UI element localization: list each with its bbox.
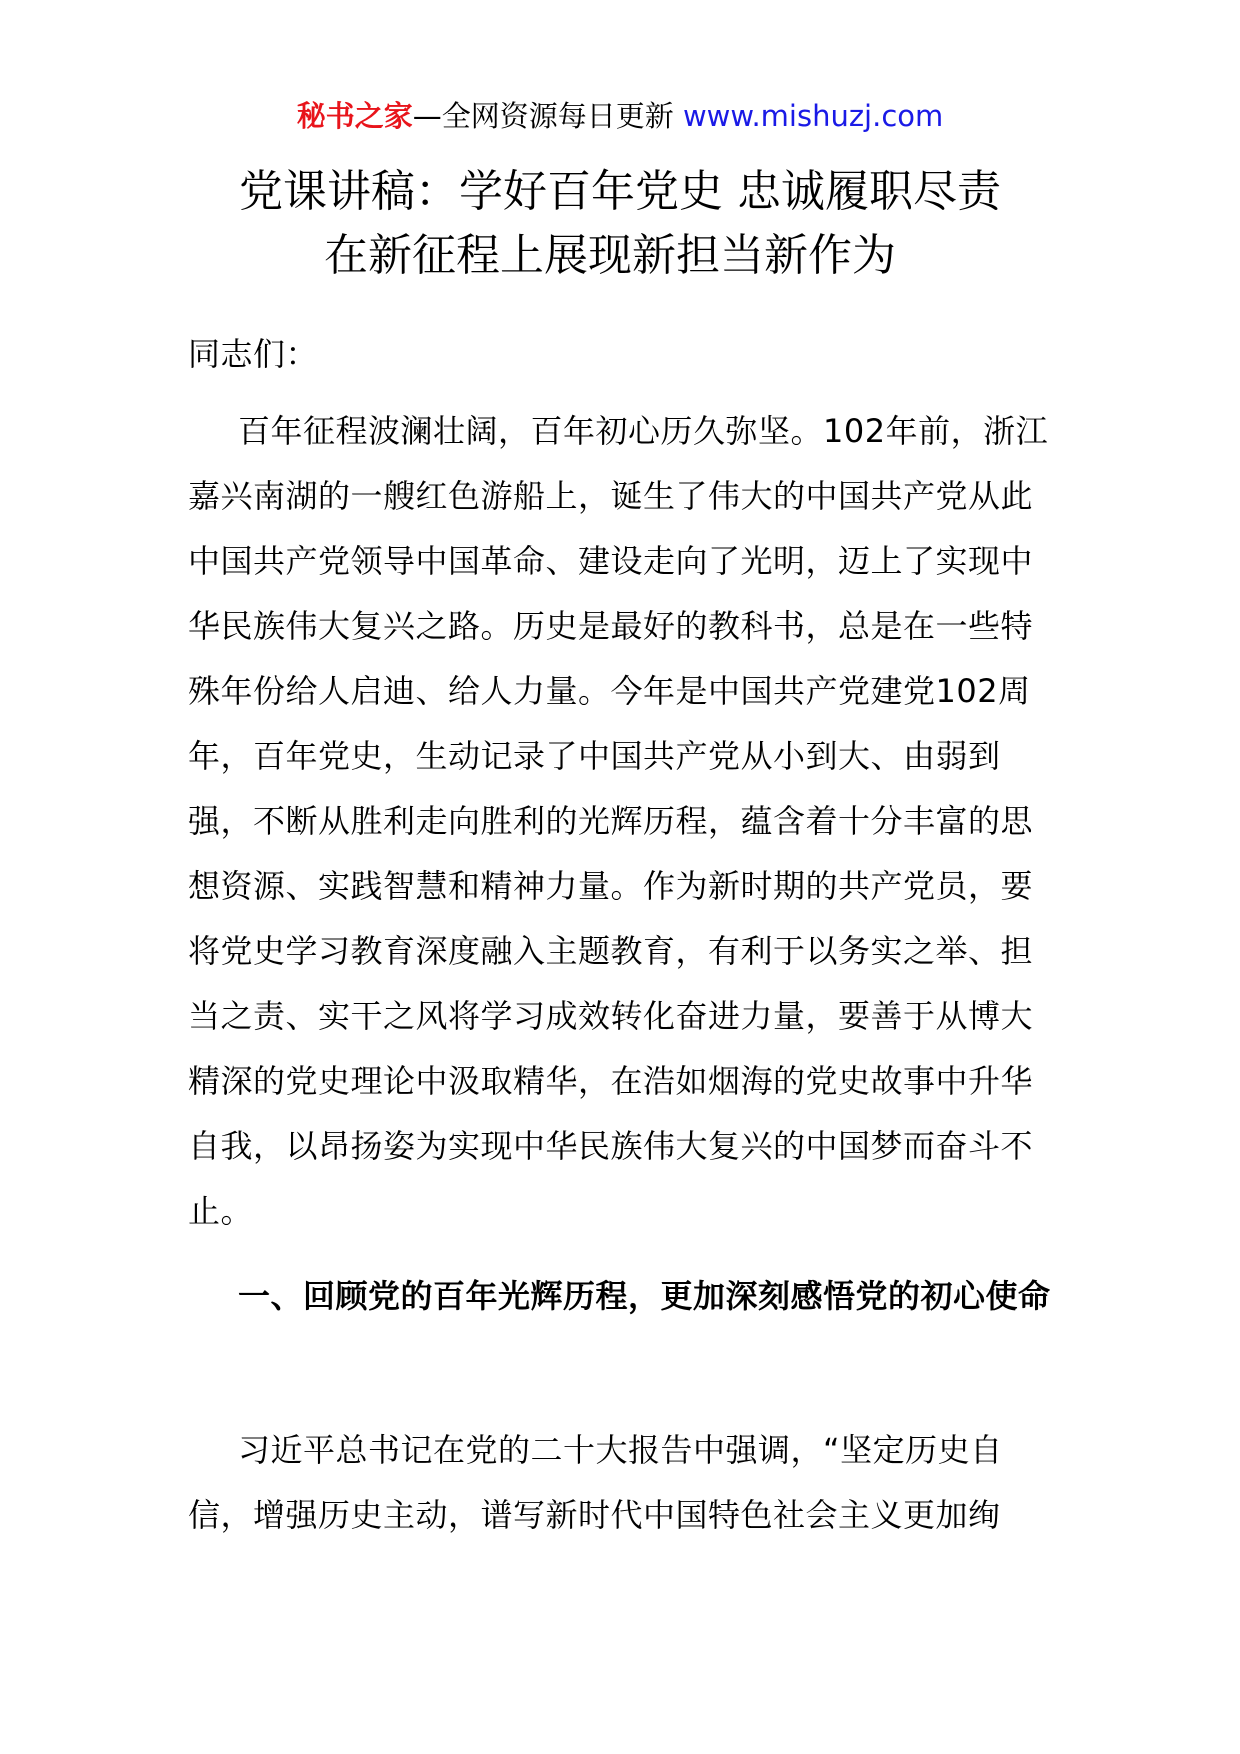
- body-paragraph-1: 百年征程波澜壮阔，百年初心历久弥坚。102年前，浙江嘉兴南湖的一艘红色游船上，诞生了伟大的中国共产党从此中国共产党领导中国革命、建设走向了光明，迈上了实现中华民族伟大复兴之路。历史是最好的教科书，总是在一些特殊年份给人启迪、给人力量。今年是中国共产党建党102周年，百年党史，生动记录了中国共产党从小到大、由弱到强，不断从胜利走向胜利的光辉历程，蕴含着十分丰富的思想资源、实践智慧和精神力量。作为新时期的共产党员，要将党史学习教育深度融入主题教育，有利于以务实之举、担当之责、实干之风将学习成效转化奋进力量，要善于从博大精深的党史理论中汲取精华，在浩如烟海的党史故事中升华自我，以昂扬姿为实现中华民族伟大复兴的中国梦而奋斗不止。: [188, 412, 1049, 1230]
- document-title-line-1: 党课讲稿：学好百年党史 忠诚履职尽责: [239, 166, 1001, 217]
- section-heading-1: 一、回顾党的百年光辉历程，更加深刻感悟党的初心使命: [238, 1277, 1051, 1315]
- header-tagline: —全网资源每日更新: [412, 99, 683, 133]
- document-title-line-2: 在新征程上展现新担当新作为: [324, 230, 896, 281]
- site-url-link[interactable]: www.mishuzj.com: [682, 99, 944, 133]
- site-header: [0, 96, 1240, 136]
- brand-name: 秘书之家: [296, 99, 413, 133]
- body-paragraph-2: 习近平总书记在党的二十大报告中强调，“坚定历史自信，增强历史主动，谱写新时代中国特色社会主义更加绚: [188, 1431, 1003, 1534]
- salutation: 同志们：: [188, 335, 319, 373]
